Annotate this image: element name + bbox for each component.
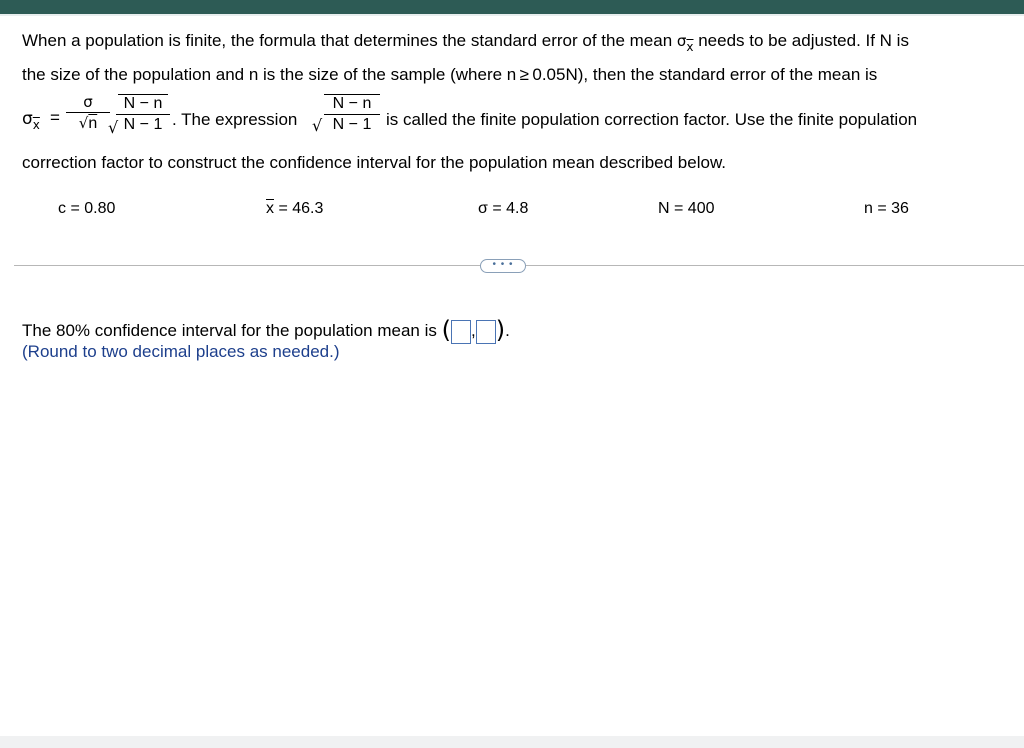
sqrt-icon: √ bbox=[78, 114, 89, 132]
value-n: n = 36 bbox=[864, 200, 909, 217]
top-bar-accent bbox=[0, 14, 1024, 16]
given-values bbox=[0, 200, 1024, 224]
sigma-xbar-symbol: $\sigma_{\overline{x}}$ bbox=[676, 32, 694, 54]
answer-line: The 80% confidence interval for the population mean is ( , ). bbox=[22, 316, 510, 344]
question-line-1 bbox=[22, 31, 909, 54]
rounding-hint: (Round to two decimal places as needed.) bbox=[22, 342, 340, 361]
question-line-4: correction factor to construct the confidence interval for the population mean described below. bbox=[22, 153, 727, 172]
standard-error-formula bbox=[22, 92, 1012, 148]
sigma-over-root-n: σ √n bbox=[66, 92, 110, 134]
correction-fraction: N − n N − 1 bbox=[116, 94, 170, 135]
question-line-2: the size of the population and n is the size of the sample (where n ≥ 0.05N), then the standard error of the mean is bbox=[22, 65, 878, 84]
value-xbar: $\overline{x} = 46.3$ bbox=[266, 200, 324, 217]
correction-factor-expression: N − n N − 1 bbox=[324, 94, 380, 135]
expand-more-button[interactable]: • • • bbox=[480, 259, 526, 273]
top-bar bbox=[0, 0, 1024, 14]
value-sigma: σ = 4.8 bbox=[478, 200, 529, 217]
question-text-cont: needs to be adjusted. If N is bbox=[693, 31, 909, 50]
formula-equals: = bbox=[50, 108, 60, 127]
sqrt-icon: √ bbox=[312, 116, 323, 135]
upper-bound-input[interactable] bbox=[476, 320, 496, 344]
formula-text-mid: . The expression bbox=[172, 110, 298, 129]
sqrt-icon: √ bbox=[108, 118, 119, 137]
formula-lhs: $\sigma_{\overline{x}}$ bbox=[22, 109, 40, 132]
value-N: N = 400 bbox=[658, 200, 715, 217]
value-c: c = 0.80 bbox=[58, 200, 116, 217]
answer-prompt: The 80% confidence interval for the population mean is bbox=[22, 321, 442, 340]
lower-bound-input[interactable] bbox=[451, 320, 471, 344]
question-text: When a population is finite, the formula that determines the standard error of the mean bbox=[22, 31, 677, 50]
bottom-bar bbox=[0, 736, 1024, 748]
formula-text-end: is called the finite population correction factor. Use the finite population bbox=[386, 110, 918, 129]
